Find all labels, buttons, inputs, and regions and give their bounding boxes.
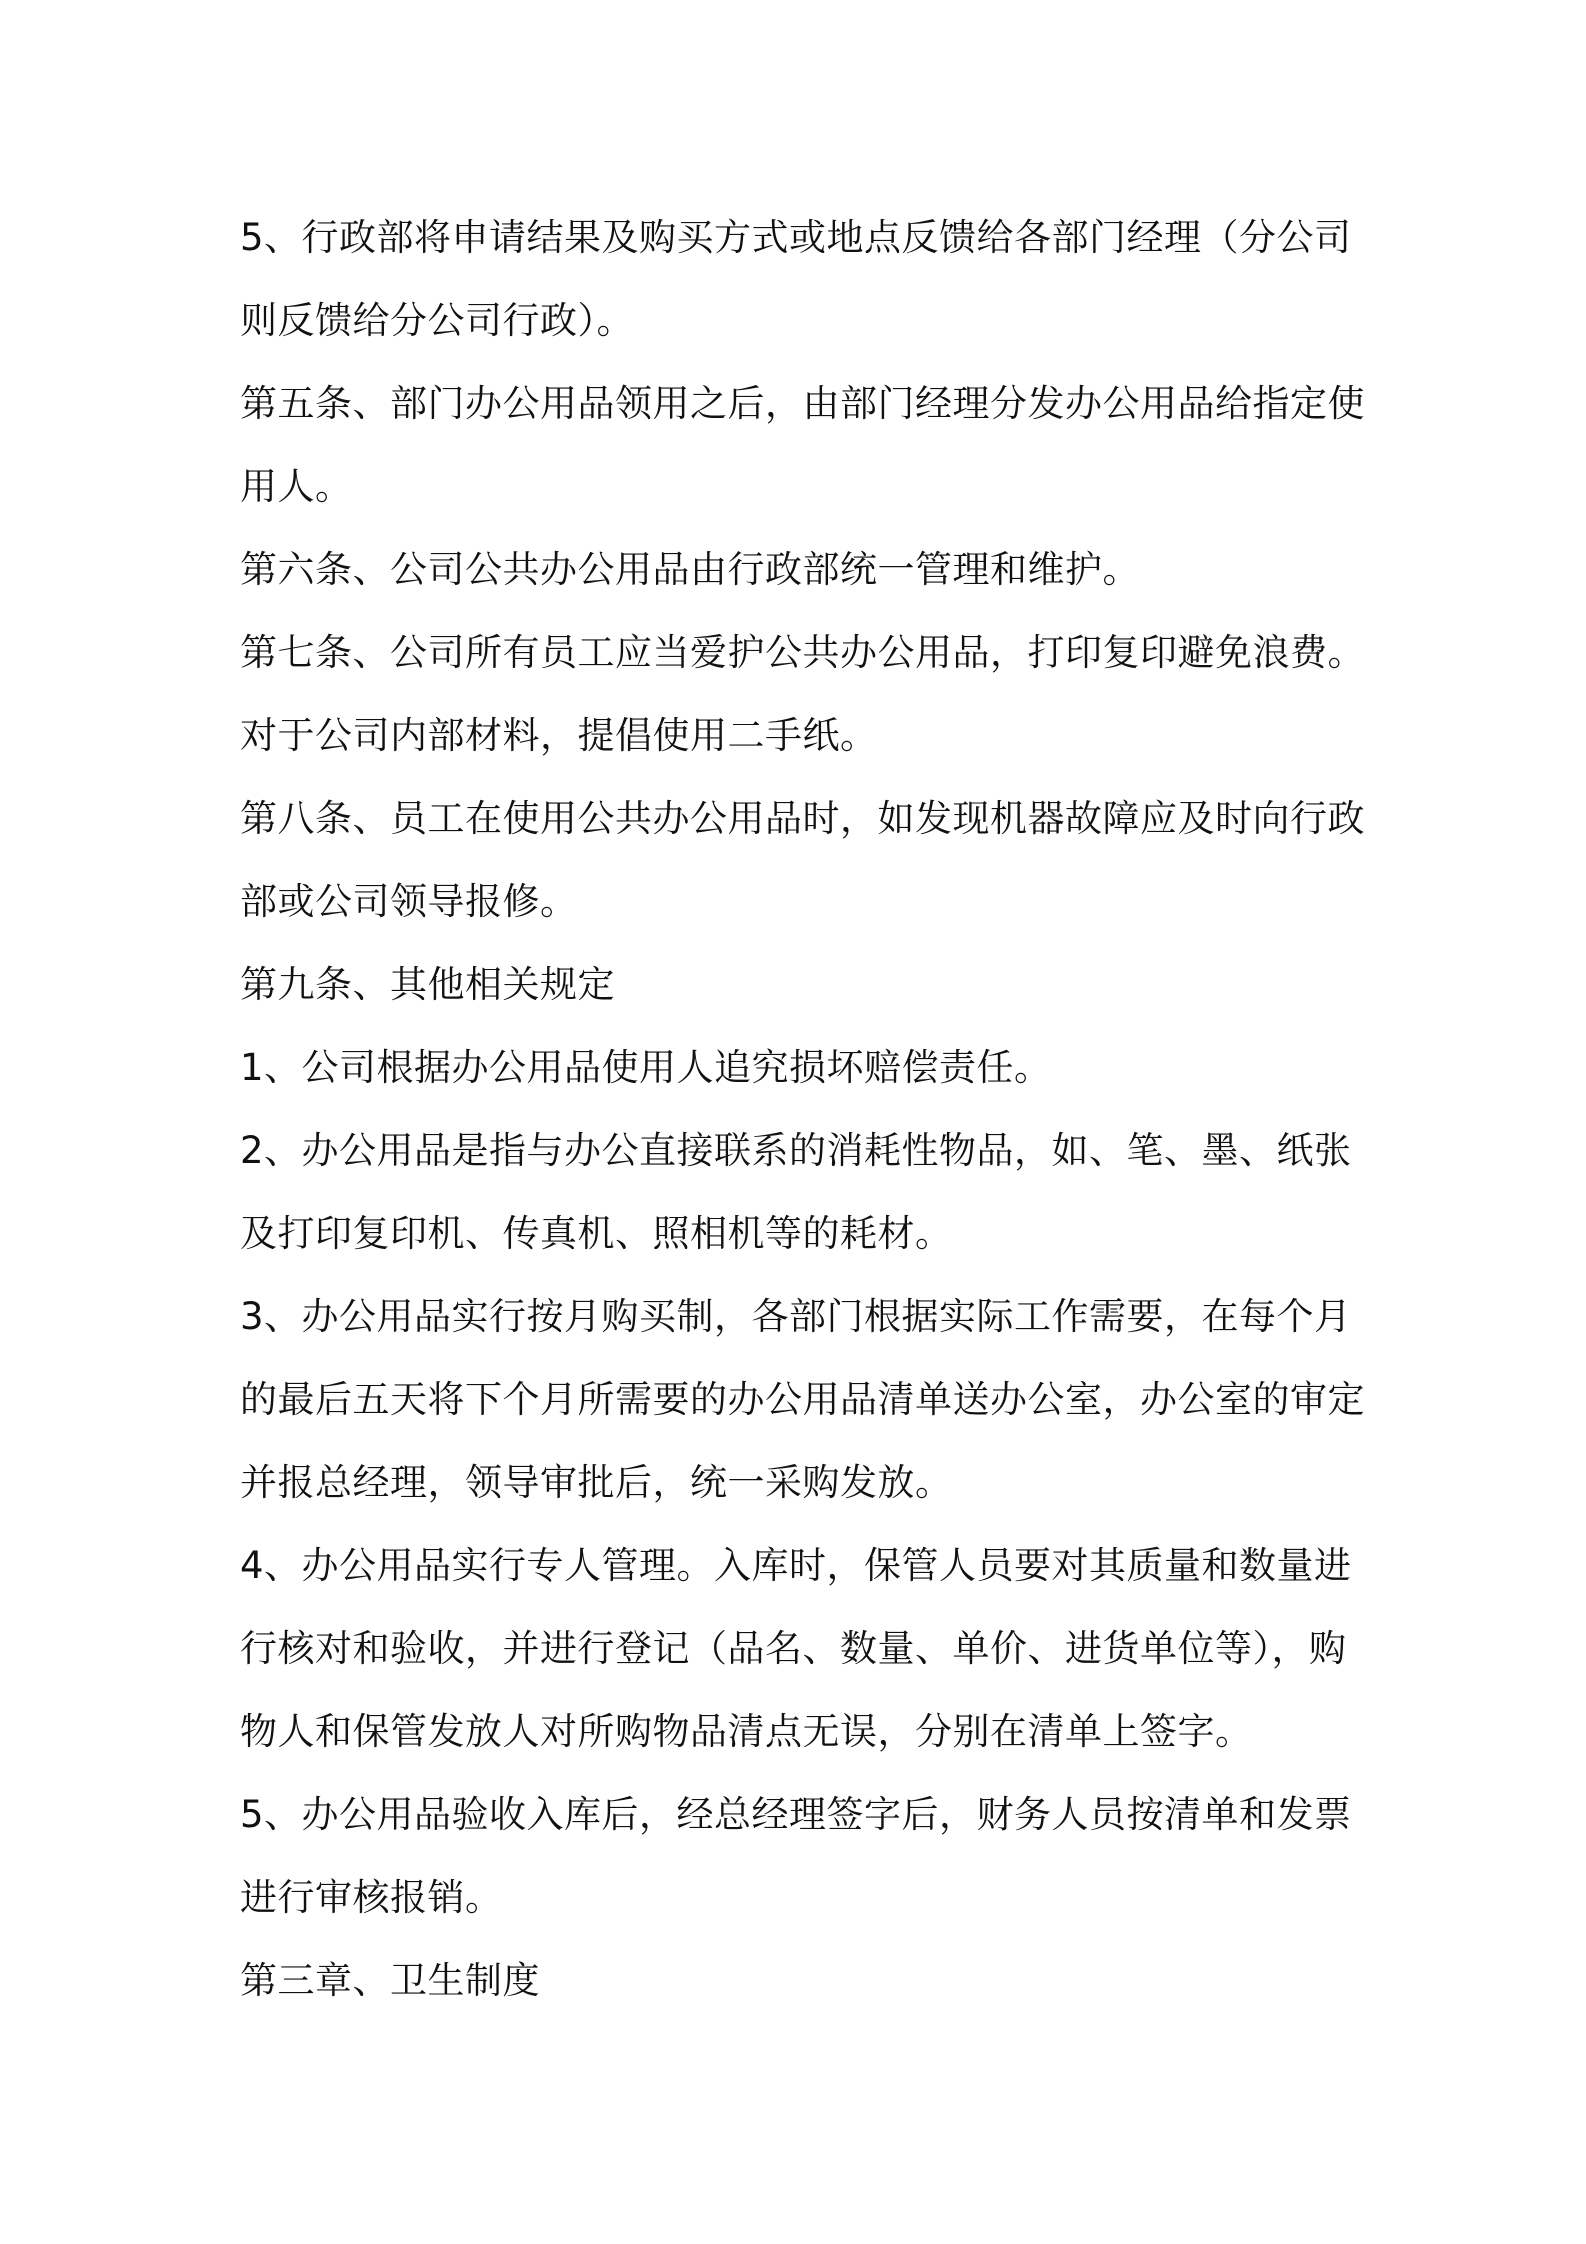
text-line: 4、办公用品实行专人管理。入库时，保管人员要对其质量和数量进 <box>240 1544 1352 1587</box>
text-line: 对于公司内部材料，提倡使用二手纸。 <box>240 714 878 757</box>
text-line: 进行审核报销。 <box>240 1876 503 1919</box>
text-line: 2、办公用品是指与办公直接联系的消耗性物品，如、笔、墨、纸张 <box>240 1129 1352 1172</box>
text-line: 1、公司根据办公用品使用人追究损坏赔偿责任。 <box>240 1046 1052 1089</box>
text-line: 部或公司领导报修。 <box>240 880 578 923</box>
text-line: 第六条、公司公共办公用品由行政部统一管理和维护。 <box>240 548 1140 591</box>
text-line: 第八条、员工在使用公共办公用品时，如发现机器故障应及时向行政 <box>240 797 1365 840</box>
section-heading: 第九条、其他相关规定 <box>240 963 615 1006</box>
text-line: 行核对和验收，并进行登记（品名、数量、单价、进货单位等），购 <box>240 1627 1347 1670</box>
chapter-heading: 第三章、卫生制度 <box>240 1959 540 2002</box>
text-line: 物人和保管发放人对所购物品清点无误，分别在清单上签字。 <box>240 1710 1253 1753</box>
text-line: 第七条、公司所有员工应当爱护公共办公用品，打印复印避免浪费。 <box>240 631 1365 674</box>
document-body <box>240 196 1365 2022</box>
text-line: 则反馈给分公司行政）。 <box>240 299 634 342</box>
text-line: 用人。 <box>240 465 353 508</box>
text-line: 的最后五天将下个月所需要的办公用品清单送办公室，办公室的审定 <box>240 1378 1365 1421</box>
text-line: 5、办公用品验收入库后，经总经理签字后，财务人员按清单和发票 <box>240 1793 1352 1836</box>
text-line: 第五条、部门办公用品领用之后，由部门经理分发办公用品给指定使 <box>240 382 1365 425</box>
text-line: 5、行政部将申请结果及购买方式或地点反馈给各部门经理（分公司 <box>240 216 1352 259</box>
text-line: 及打印复印机、传真机、照相机等的耗材。 <box>240 1212 953 1255</box>
text-line: 并报总经理，领导审批后，统一采购发放。 <box>240 1461 953 1504</box>
text-line: 3、办公用品实行按月购买制，各部门根据实际工作需要，在每个月 <box>240 1295 1352 1338</box>
